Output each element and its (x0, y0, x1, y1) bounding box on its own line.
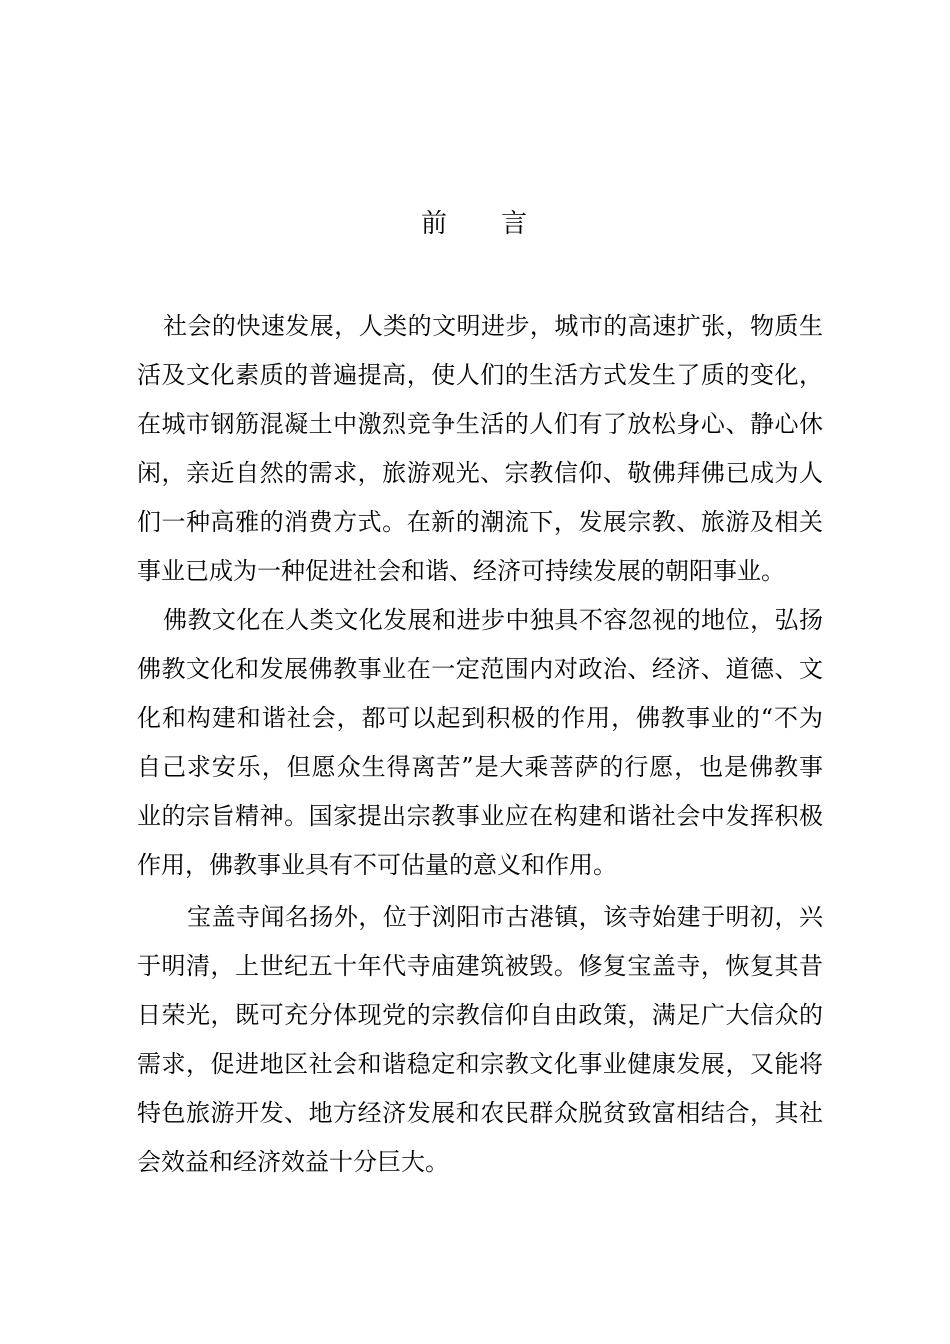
page-title (0, 206, 950, 242)
text-line: 自己求安乐，但愿众生得离苦”是大乘菩萨的行愿，也是佛教事 (137, 753, 823, 781)
text-line: 日荣光，既可充分体现党的宗教信仰自由政策，满足广大信众的 (137, 1001, 823, 1029)
text-line: 活及文化素质的普遍提高，使人们的生活方式发生了质的变化， (137, 361, 823, 389)
text-line: 佛教文化在人类文化发展和进步中独具不容忽视的地位，弘扬 (163, 606, 823, 634)
text-line: 社会的快速发展，人类的文明进步，城市的高速扩张，物质生 (163, 312, 823, 340)
text-line: 业的宗旨精神。国家提出宗教事业应在构建和谐社会中发挥积极 (137, 802, 823, 830)
title-char-1: 前 (420, 209, 449, 239)
text-line: 宝盖寺闻名扬外，位于浏阳市古港镇，该寺始建于明初，兴 (187, 903, 823, 931)
text-line: 作用，佛教事业具有不可估量的意义和作用。 (137, 851, 617, 879)
text-line: 们一种高雅的消费方式。在新的潮流下，发展宗教、旅游及相关 (137, 508, 823, 536)
text-line: 事业已成为一种促进社会和谐、经济可持续发展的朝阳事业。 (137, 557, 785, 585)
text-line: 在城市钢筋混凝土中激烈竞争生活的人们有了放松身心、静心休 (137, 410, 823, 438)
text-line: 特色旅游开发、地方经济发展和农民群众脱贫致富相结合，其社 (137, 1099, 823, 1127)
text-line: 会效益和经济效益十分巨大。 (137, 1148, 449, 1176)
paragraph-1 (137, 302, 823, 596)
title-char-2: 言 (501, 209, 530, 239)
paragraph-2 (137, 596, 823, 890)
paragraph-3 (137, 893, 823, 1187)
text-line: 化和构建和谐社会，都可以起到积极的作用，佛教事业的“不为 (137, 704, 823, 732)
text-line: 佛教文化和发展佛教事业在一定范围内对政治、经济、道德、文 (137, 655, 823, 683)
text-line: 需求，促进地区社会和谐稳定和宗教文化事业健康发展，又能将 (137, 1050, 823, 1078)
body-text (137, 302, 823, 1187)
text-line: 闲，亲近自然的需求，旅游观光、宗教信仰、敬佛拜佛已成为人 (137, 459, 823, 487)
text-line: 于明清，上世纪五十年代寺庙建筑被毁。修复宝盖寺，恢复其昔 (137, 952, 823, 980)
